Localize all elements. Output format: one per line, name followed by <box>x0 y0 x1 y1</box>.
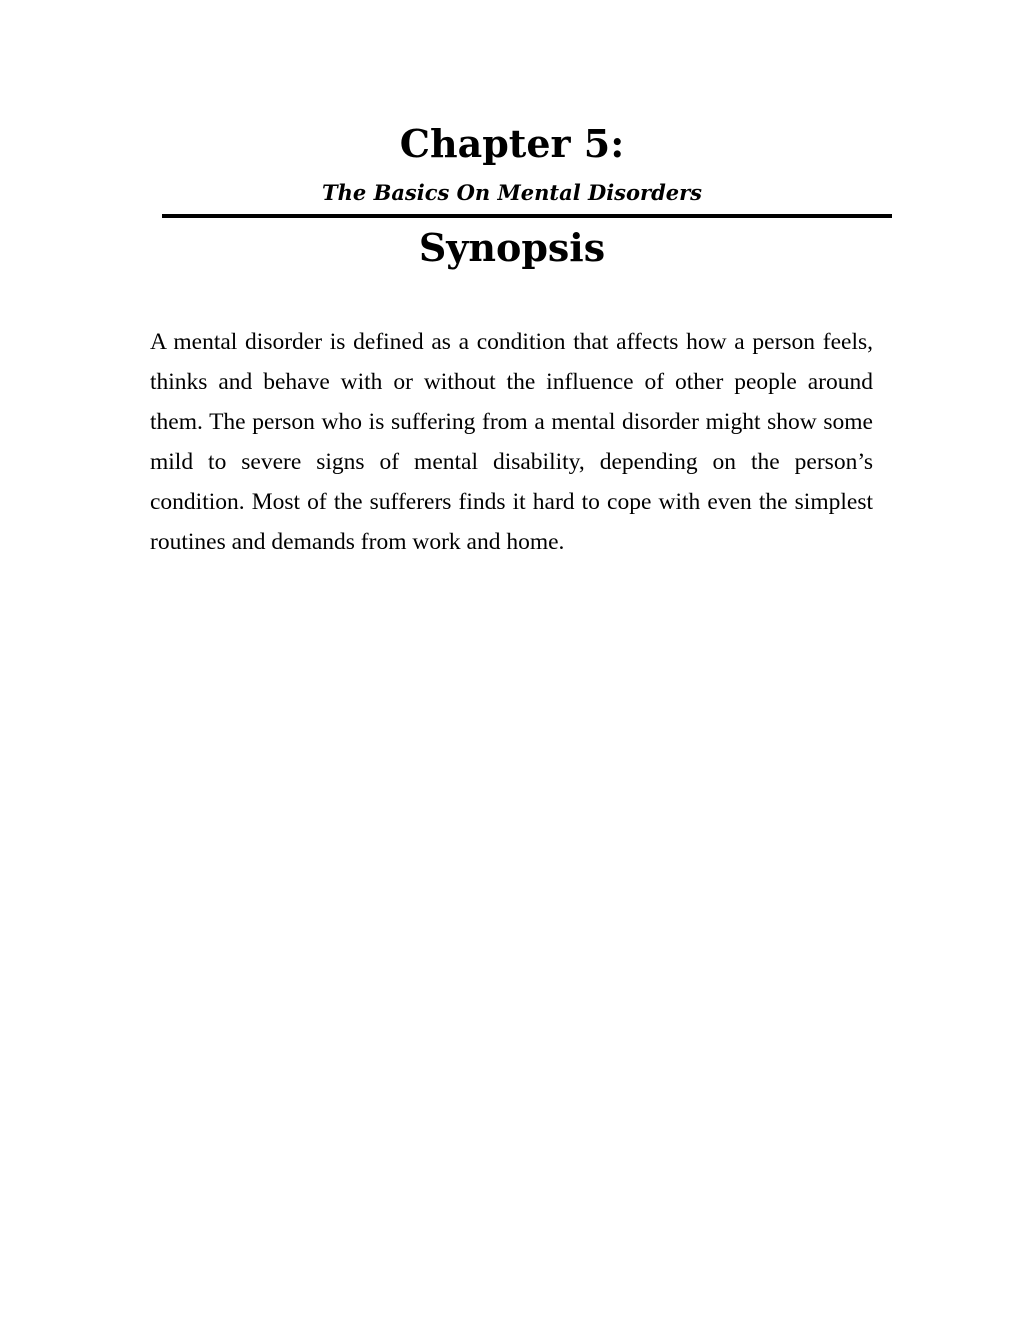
chapter-title: Chapter 5: <box>399 121 625 166</box>
chapter-subtitle: The Basics On Mental Disorders <box>322 180 702 205</box>
section-title: Synopsis <box>418 225 606 270</box>
body-paragraph: A mental disorder is defined as a condition that affects how a person feels, thinks and behave with or without the influence of other people around them. The person who is suffering from a mental disorder might show some mild to severe signs of mental disability, depending on the person’s condition. Most of the sufferers finds it hard to cope with even the simplest routines and demands from work and home. <box>150 329 873 555</box>
heading-divider <box>162 214 892 218</box>
